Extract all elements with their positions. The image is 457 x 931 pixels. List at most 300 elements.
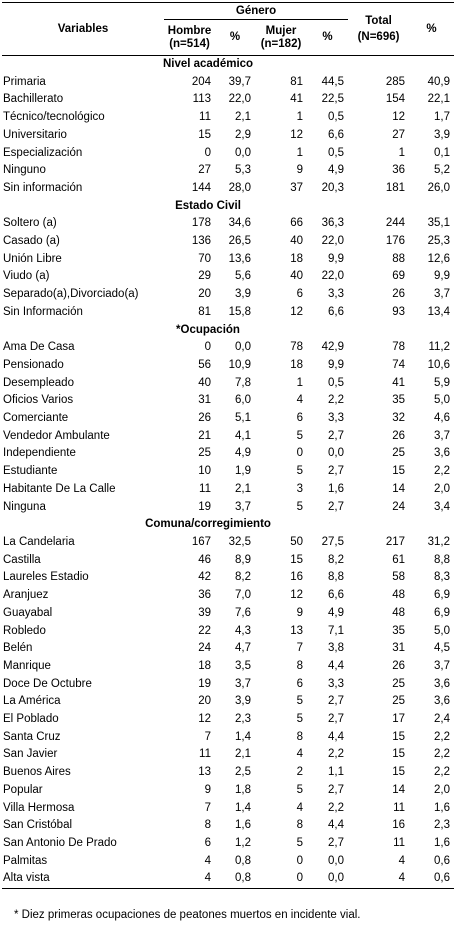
row-label: Palmitas: [3, 854, 48, 867]
cell-value: 0,6: [434, 854, 451, 867]
cell-value: 0: [204, 146, 211, 159]
row-label: Desempleado: [3, 376, 74, 389]
cell-value: 2: [296, 766, 303, 779]
section-title: [2, 198, 454, 216]
cell-value: 48: [392, 589, 406, 602]
cell-value: 12: [290, 589, 303, 602]
cell-value: 8,9: [235, 553, 251, 566]
cell-value: 3,9: [434, 128, 451, 141]
header-mujer: [255, 20, 307, 56]
section-title: [2, 322, 454, 340]
table-row: [2, 304, 454, 322]
cell-value: 7: [296, 642, 303, 655]
cell-value: 2,7: [328, 500, 345, 513]
cell-value: 8,8: [434, 553, 451, 566]
cell-value: 36,3: [321, 217, 345, 230]
cell-value: 1,1: [328, 766, 345, 779]
cell-value: 0,8: [235, 854, 251, 867]
table-row: [2, 587, 454, 605]
cell-value: 6,0: [235, 394, 251, 407]
table-row: [2, 658, 454, 676]
cell-value: 6,6: [328, 589, 345, 602]
table-row: [2, 764, 454, 782]
cell-value: 7,0: [235, 589, 251, 602]
cell-value: 26: [392, 288, 406, 301]
cell-value: 2,3: [434, 819, 451, 832]
cell-value: 5,0: [434, 624, 451, 637]
cell-value: 39: [198, 606, 211, 619]
cell-value: 39,7: [228, 75, 251, 88]
header-total-label: Total: [365, 15, 392, 27]
cell-value: 11: [199, 111, 211, 124]
row-label: Comerciante: [3, 412, 69, 425]
cell-value: 1,7: [434, 111, 451, 124]
table-row: [2, 180, 454, 198]
cell-value: 10,9: [228, 358, 251, 371]
cell-value: 2,5: [235, 766, 251, 779]
table-row: [2, 853, 454, 871]
cell-value: 8: [204, 819, 211, 832]
cell-value: 41: [290, 93, 303, 106]
row-label: Guayabal: [3, 606, 53, 619]
cell-value: 4,9: [235, 447, 251, 460]
cell-value: 6: [296, 288, 303, 301]
cell-value: 4,9: [328, 606, 345, 619]
table-row: [2, 428, 454, 446]
cell-value: 181: [385, 181, 406, 194]
cell-value: 10: [198, 465, 211, 478]
data-table: [2, 2, 454, 889]
row-label: Pensionado: [3, 358, 64, 371]
cell-value: 2,2: [328, 394, 345, 407]
cell-value: 2,2: [434, 766, 451, 779]
table-row: [2, 251, 454, 269]
row-label: Soltero (a): [3, 217, 57, 230]
cell-value: 12: [290, 128, 303, 141]
cell-value: 28,0: [228, 181, 251, 194]
table-row: [2, 162, 454, 180]
cell-value: 136: [191, 235, 211, 248]
cell-value: 93: [392, 305, 406, 318]
cell-value: 61: [392, 553, 406, 566]
cell-value: 14: [392, 482, 406, 495]
cell-value: 36: [198, 589, 211, 602]
cell-value: 0,6: [409, 870, 454, 888]
row-label: Unión Libre: [3, 252, 62, 265]
cell-value: 4,6: [434, 412, 451, 425]
cell-value: 1: [398, 146, 406, 159]
cell-value: 6: [204, 836, 211, 849]
cell-value: 5: [296, 500, 303, 513]
cell-value: 3,4: [434, 500, 451, 513]
cell-value: 8: [296, 659, 303, 672]
cell-value: 42: [198, 571, 211, 584]
cell-value: 4: [164, 870, 215, 888]
cell-value: 2,7: [328, 695, 345, 708]
cell-value: 1,6: [328, 482, 345, 495]
row-label: Santa Cruz: [3, 730, 61, 743]
cell-value: 34,6: [228, 217, 251, 230]
cell-value: 15: [198, 128, 211, 141]
cell-value: 15,8: [228, 305, 251, 318]
table-row: [2, 392, 454, 410]
row-label: Laureles Estadio: [3, 571, 89, 584]
row-label: Independiente: [3, 447, 76, 460]
cell-value: 2,1: [235, 482, 251, 495]
cell-value: 44,5: [321, 75, 345, 88]
cell-value: 15: [392, 766, 406, 779]
table-row: [2, 499, 454, 517]
cell-value: 41: [392, 376, 406, 389]
cell-value: 3,7: [434, 288, 451, 301]
row-label: Estudiante: [3, 465, 58, 478]
table-row: [2, 410, 454, 428]
cell-value: 6: [296, 412, 303, 425]
section-title-text: Comuna/corregimiento: [145, 518, 271, 531]
cell-value: 113: [192, 93, 211, 106]
cell-value: 2,1: [235, 111, 251, 124]
cell-value: 3,9: [235, 695, 251, 708]
row-label: Aranjuez: [3, 589, 49, 602]
cell-value: 18: [198, 659, 211, 672]
cell-value: 5,0: [434, 394, 451, 407]
cell-value: 20: [198, 288, 211, 301]
cell-value: 22,0: [321, 270, 345, 283]
cell-value: 2,2: [434, 730, 451, 743]
row-label: Casado (a): [3, 235, 60, 248]
table-row: [2, 233, 454, 251]
section-header-row: [2, 198, 454, 216]
row-label: Especialización: [3, 146, 83, 159]
table-row: [2, 693, 454, 711]
cell-value: 0,0: [235, 146, 251, 159]
cell-value: 3,7: [235, 677, 251, 690]
section-header-row: [2, 56, 454, 74]
cell-value: 4: [204, 854, 211, 867]
cell-value: 27: [198, 164, 211, 177]
cell-value: 24: [198, 642, 211, 655]
cell-value: 5: [296, 783, 303, 796]
cell-value: 5: [296, 429, 303, 442]
cell-value: 22: [198, 624, 211, 637]
cell-value: 58: [392, 571, 406, 584]
cell-value: 4,3: [235, 624, 251, 637]
table-row: [2, 870, 454, 888]
cell-value: 25: [198, 447, 211, 460]
row-label: Primaria: [3, 75, 46, 88]
row-label: Universitario: [3, 128, 67, 141]
cell-value: 1: [296, 376, 303, 389]
cell-value: 27: [392, 128, 406, 141]
cell-value: 16: [290, 571, 303, 584]
header-hombre-n: (n=514): [169, 37, 210, 50]
row-label: La Candelaria: [3, 535, 75, 548]
cell-value: 81: [290, 75, 303, 88]
cell-value: 0,0: [307, 870, 348, 888]
cell-value: 7: [204, 801, 211, 814]
table-row: [2, 91, 454, 109]
cell-value: 176: [385, 235, 406, 248]
table-row: [2, 552, 454, 570]
cell-value: 1: [296, 111, 303, 124]
cell-value: 11: [199, 482, 211, 495]
cell-value: 19: [198, 677, 211, 690]
table-row: [2, 481, 454, 499]
cell-value: 5: [296, 836, 303, 849]
cell-value: 5,2: [434, 164, 451, 177]
cell-value: 88: [392, 252, 406, 265]
cell-value: 9,9: [328, 358, 345, 371]
cell-value: 46: [198, 553, 211, 566]
cell-value: 22,1: [427, 93, 451, 106]
cell-value: 26,5: [228, 235, 251, 248]
table-row: [2, 145, 454, 163]
table-row: [2, 569, 454, 587]
cell-value: 7: [204, 730, 211, 743]
header-pct-mujer: %: [307, 20, 348, 56]
cell-value: 42,9: [321, 341, 345, 354]
table-row: [2, 817, 454, 835]
row-label: La América: [3, 695, 61, 708]
cell-value: 244: [385, 217, 406, 230]
cell-value: 3,7: [235, 500, 251, 513]
cell-value: 1,6: [434, 801, 451, 814]
cell-value: 2,2: [328, 801, 345, 814]
table-row: [2, 109, 454, 127]
cell-value: 15: [392, 465, 406, 478]
cell-value: 2,0: [434, 783, 451, 796]
cell-value: 22,5: [321, 93, 345, 106]
table-row: [2, 268, 454, 286]
cell-value: 1,4: [235, 801, 251, 814]
cell-value: 2,4: [434, 713, 451, 726]
cell-value: 78: [290, 341, 303, 354]
cell-value: 31: [198, 394, 211, 407]
row-label: Popular: [3, 783, 43, 796]
cell-value: 0,0: [328, 447, 345, 460]
cell-value: 36: [392, 164, 406, 177]
header-genero: Género: [164, 3, 348, 20]
table-row: [2, 74, 454, 92]
cell-value: 3,6: [434, 447, 451, 460]
cell-value: 3,3: [328, 288, 345, 301]
cell-value: 56: [198, 358, 211, 371]
cell-value: 2,2: [328, 748, 345, 761]
table-row: [2, 463, 454, 481]
cell-value: 5,9: [434, 376, 451, 389]
row-label: Castilla: [3, 553, 41, 566]
table-row: [2, 127, 454, 145]
cell-value: 15: [392, 748, 406, 761]
cell-value: 4: [398, 854, 406, 867]
header-hombre: [164, 20, 215, 56]
cell-value: 9: [296, 164, 303, 177]
cell-value: 4: [296, 801, 303, 814]
row-label: Habitante De La Calle: [3, 482, 116, 495]
cell-value: 8,2: [328, 553, 345, 566]
section-title-text: Nivel académico: [162, 58, 254, 70]
cell-value: 4,4: [328, 819, 345, 832]
cell-value: 35,1: [427, 217, 451, 230]
cell-value: 1,6: [235, 819, 251, 832]
cell-value: 29: [198, 270, 211, 283]
cell-value: 12: [198, 713, 211, 726]
cell-value: 4,4: [328, 659, 345, 672]
cell-value: 3,3: [328, 412, 345, 425]
row-label: Separado(a),Divorciado(a): [3, 288, 139, 301]
cell-value: 26: [392, 429, 406, 442]
cell-value: 4: [296, 748, 303, 761]
table-row: [2, 711, 454, 729]
cell-value: 12: [290, 305, 303, 318]
cell-value: 4: [296, 394, 303, 407]
row-label: Vendedor Ambulante: [3, 429, 110, 442]
table-row: [2, 215, 454, 233]
cell-value: 18: [290, 252, 303, 265]
cell-value: 4: [348, 870, 409, 888]
section-title: [2, 516, 454, 534]
cell-value: 8,2: [235, 571, 251, 584]
cell-value: 2,7: [328, 783, 345, 796]
cell-value: 167: [191, 535, 211, 548]
cell-value: 37: [290, 181, 303, 194]
row-label: Alta vista: [2, 870, 164, 888]
cell-value: 2,7: [328, 429, 345, 442]
table-row: [2, 534, 454, 552]
cell-value: 6,6: [328, 305, 345, 318]
cell-value: 35: [392, 394, 406, 407]
cell-value: 2,7: [328, 836, 345, 849]
cell-value: 32: [392, 412, 406, 425]
table-row: [2, 800, 454, 818]
cell-value: 5,3: [235, 164, 251, 177]
cell-value: 24: [392, 500, 406, 513]
cell-value: 9: [296, 606, 303, 619]
cell-value: 9: [204, 783, 211, 796]
cell-value: 1,8: [235, 783, 251, 796]
cell-value: 178: [191, 217, 211, 230]
cell-value: 40: [290, 270, 303, 283]
header-pct-total: %: [409, 3, 454, 56]
table-row: [2, 729, 454, 747]
cell-value: 0,5: [328, 376, 345, 389]
cell-value: 31: [392, 642, 406, 655]
cell-value: 25: [392, 695, 406, 708]
row-label: Sin información: [3, 181, 83, 194]
cell-value: 18: [290, 358, 303, 371]
header-total-n: (N=696): [357, 31, 400, 43]
cell-value: 7,8: [235, 376, 251, 389]
table-row: [2, 605, 454, 623]
cell-value: 35: [392, 624, 406, 637]
row-label: Ninguno: [3, 164, 46, 177]
cell-value: 40: [290, 235, 303, 248]
row-label: Ama De Casa: [3, 341, 75, 354]
section-header-row: [2, 322, 454, 340]
section-header-row: [2, 516, 454, 534]
cell-value: 2,0: [434, 482, 451, 495]
cell-value: 2,2: [434, 465, 451, 478]
cell-value: 6: [296, 677, 303, 690]
header-pct-hombre: %: [215, 20, 255, 56]
cell-value: 16: [392, 819, 406, 832]
cell-value: 8,8: [328, 571, 345, 584]
row-label: San Javier: [3, 748, 58, 761]
cell-value: 74: [392, 358, 406, 371]
cell-value: 0: [296, 447, 303, 460]
footnote: * Diez primeras ocupaciones de peatones muertos en incidente vial.: [14, 909, 361, 921]
section-title-text: Estado Civil: [175, 199, 241, 212]
table-row: [2, 623, 454, 641]
cell-value: 9,9: [328, 252, 345, 265]
cell-value: 11: [199, 748, 211, 761]
header-hombre-label: Hombre: [167, 24, 212, 37]
cell-value: 26: [198, 412, 211, 425]
cell-value: 20: [198, 695, 211, 708]
cell-value: 15: [290, 553, 303, 566]
cell-value: 1,4: [235, 730, 251, 743]
cell-value: 285: [385, 75, 406, 88]
cell-value: 8,3: [434, 571, 451, 584]
cell-value: 5: [296, 465, 303, 478]
cell-value: 11,2: [428, 341, 451, 354]
row-label: San Cristóbal: [3, 819, 73, 832]
table-row: [2, 746, 454, 764]
cell-value: 25: [392, 447, 406, 460]
cell-value: 1: [296, 146, 303, 159]
cell-value: 2,3: [235, 713, 251, 726]
row-label: Oficios Varios: [3, 394, 74, 407]
cell-value: 204: [191, 75, 211, 88]
header-variables: Variables: [2, 3, 164, 56]
row-label: Robledo: [3, 624, 46, 637]
cell-value: 13: [290, 624, 303, 637]
table-row: [2, 286, 454, 304]
cell-value: 15: [392, 730, 406, 743]
cell-value: 0,0: [235, 341, 251, 354]
cell-value: 12,6: [427, 252, 451, 265]
cell-value: 9,9: [434, 270, 451, 283]
cell-value: 48: [392, 606, 406, 619]
cell-value: 10,6: [427, 358, 451, 371]
row-label: Villa Hermosa: [3, 801, 75, 814]
row-label: Ninguna: [3, 500, 46, 513]
cell-value: 3,7: [434, 429, 451, 442]
cell-value: 22,0: [228, 93, 251, 106]
cell-value: 26,0: [427, 181, 451, 194]
cell-value: 20,3: [321, 181, 345, 194]
cell-value: 0,8: [215, 870, 255, 888]
cell-value: 4,7: [235, 642, 251, 655]
cell-value: 217: [385, 535, 406, 548]
cell-value: 81: [198, 305, 211, 318]
header-mujer-label: Mujer: [265, 24, 297, 37]
cell-value: 0,1: [434, 146, 451, 159]
cell-value: 25: [392, 677, 406, 690]
cell-value: 5,6: [235, 270, 251, 283]
cell-value: 0,5: [328, 146, 345, 159]
cell-value: 3,6: [434, 695, 451, 708]
table-row: [2, 835, 454, 853]
cell-value: 2,1: [235, 748, 251, 761]
cell-value: 7,1: [328, 624, 345, 637]
cell-value: 1,9: [235, 465, 251, 478]
cell-value: 69: [392, 270, 406, 283]
cell-value: 50: [290, 535, 303, 548]
cell-value: 154: [385, 93, 406, 106]
cell-value: 0: [296, 854, 303, 867]
cell-value: 2,7: [328, 465, 345, 478]
